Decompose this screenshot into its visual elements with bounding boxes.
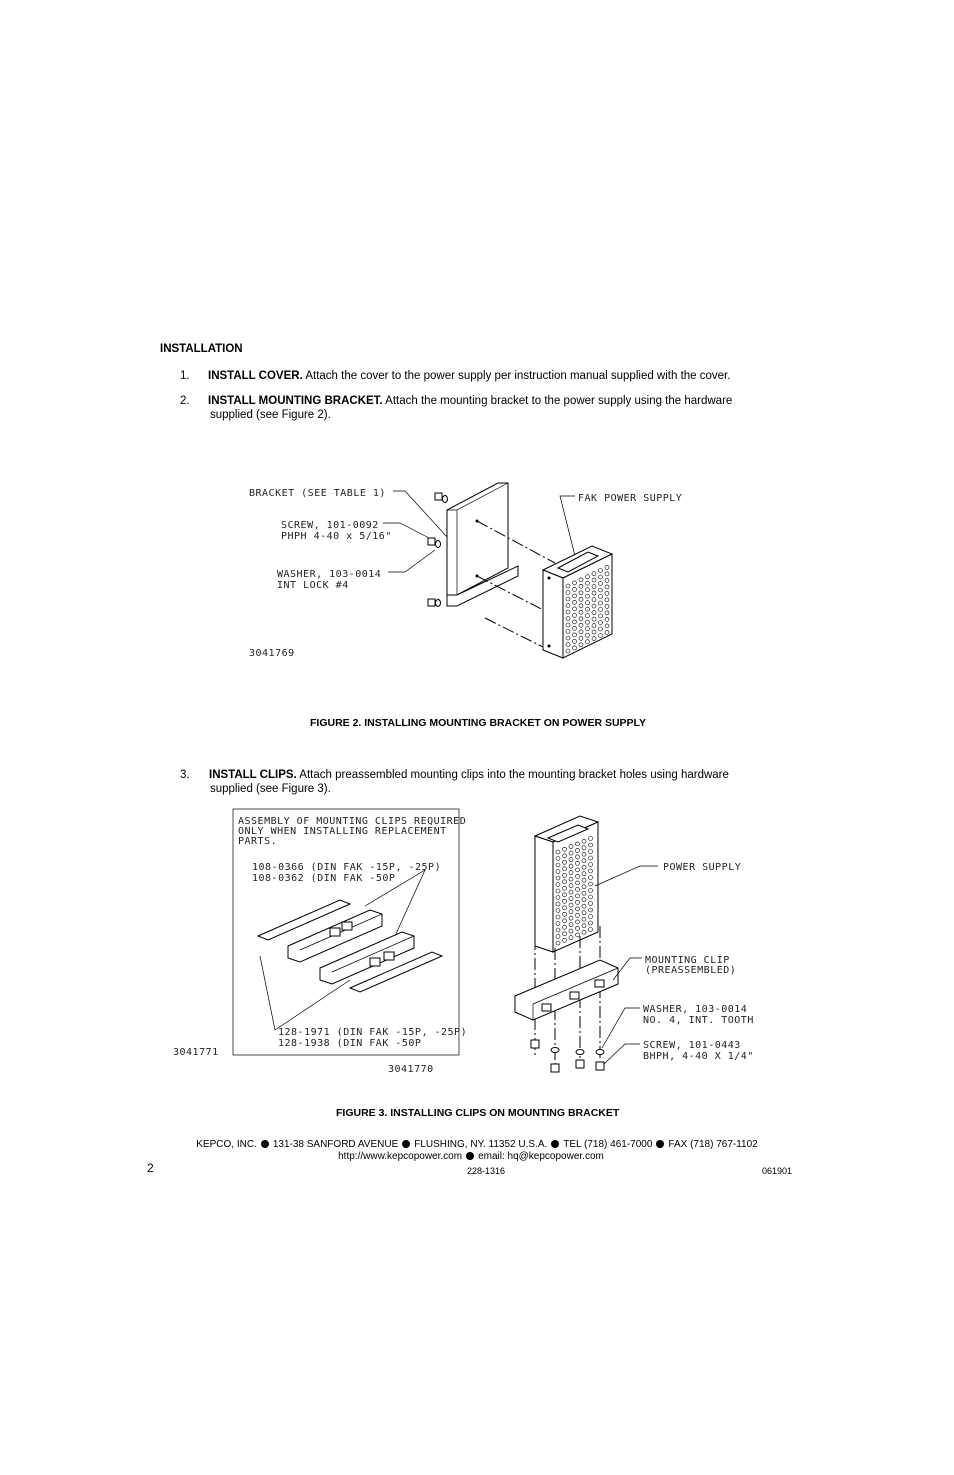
bullet-icon [402, 1140, 410, 1148]
step-1-text: Attach the cover to the power supply per instruction manual supplied with the cover. [302, 370, 731, 382]
fig2-label-washer-2: INT LOCK #4 [277, 580, 349, 591]
fig3-part-a2: 108-0362 (DIN FAK -50P [252, 873, 396, 884]
fig3-hardware [531, 1040, 604, 1072]
footer-web-link[interactable]: http://www.kepcopower.com [338, 1151, 463, 1162]
section-heading: INSTALLATION [160, 343, 243, 355]
fig2-leader-power-supply [560, 496, 576, 560]
fig2-label-power-supply: FAK POWER SUPPLY [578, 493, 683, 504]
fig3-note-1: ASSEMBLY OF MOUNTING CLIPS REQUIRED [238, 816, 467, 827]
fig3-leader-b-1 [260, 956, 275, 1030]
fig3-part-b2: 128-1938 (DIN FAK -50P [278, 1038, 422, 1049]
bullet-icon [551, 1140, 559, 1148]
fig3-leader-power-supply [595, 866, 658, 886]
step-1-number: 1. [180, 370, 190, 382]
step-3-continuation: supplied (see Figure 3). [210, 783, 331, 795]
fig3-leader-screw [604, 1044, 640, 1064]
fig3-note-3: PARTS. [238, 836, 278, 847]
fig2-label-bracket: BRACKET (SEE TABLE 1) [249, 488, 386, 499]
step-2-continuation: supplied (see Figure 2). [210, 409, 331, 421]
date-code: 061901 [762, 1166, 793, 1176]
step-2-text: Attach the mounting bracket to the power supply using the hardware [382, 395, 733, 407]
footer-company: KEPCO, INC. [196, 1139, 257, 1150]
fig2-label-screw-2: PHPH 4-40 x 5/16" [281, 531, 392, 542]
fig2-hardware [428, 493, 448, 607]
fig3-label-washer-1: WASHER, 103-0014 [643, 1004, 748, 1015]
step-2-title: INSTALL MOUNTING BRACKET. [208, 395, 383, 407]
fig3-label-screw-2: BHPH, 4-40 X 1/4" [643, 1051, 754, 1062]
footer-address: 131-38 SANFORD AVENUE [272, 1139, 399, 1150]
footer-fax: FAX (718) 767-1102 [668, 1139, 758, 1150]
document-number: 228-1316 [467, 1166, 506, 1176]
fig3-label-screw-1: SCREW, 101-0443 [643, 1040, 741, 1051]
footer-address-line [0, 1139, 954, 1150]
fig2-centerline-3 [485, 618, 545, 648]
fig3-label-clip-2: (PREASSEMBLED) [645, 965, 737, 976]
fig3-label-washer-2: NO. 4, INT. TOOTH [643, 1015, 754, 1026]
figure-3-caption: FIGURE 3. INSTALLING CLIPS ON MOUNTING BRACKET [336, 1107, 620, 1119]
fig3-part-a1: 108-0366 (DIN FAK -15P, -25P) [252, 862, 442, 873]
bullet-icon [656, 1140, 664, 1148]
fig2-bracket [447, 483, 518, 606]
fig2-leader-washer [388, 550, 435, 572]
bullet-icon [261, 1140, 269, 1148]
footer-email-link[interactable]: email: hq@kepcopower.com [478, 1151, 604, 1162]
figure-2-caption: FIGURE 2. INSTALLING MOUNTING BRACKET ON POWER SUPPLY [310, 717, 647, 729]
fig3-part-b1: 128-1971 (DIN FAK -15P, -25P) [278, 1027, 468, 1038]
fig2-drawing-number: 3041769 [249, 648, 295, 659]
fig3-leader-a-2 [395, 870, 425, 936]
fig3-mounting-clip [515, 960, 618, 1020]
step-2-number: 2. [180, 395, 190, 407]
step-3-number: 3. [180, 769, 190, 781]
fig2-label-screw-1: SCREW, 101-0092 [281, 520, 379, 531]
fig2-label-washer-1: WASHER, 103-0014 [277, 569, 382, 580]
step-3-title: INSTALL CLIPS. [209, 769, 297, 781]
fig3-inset-drawing-number: 3041771 [173, 1047, 219, 1058]
fig3-label-power-supply: POWER SUPPLY [663, 862, 742, 873]
fig3-leader-washer [602, 1008, 640, 1048]
fig3-power-supply [535, 816, 598, 952]
fig3-label-clip-1: MOUNTING CLIP [645, 955, 730, 966]
figure-3-drawing [170, 808, 770, 1080]
fig3-note-2: ONLY WHEN INSTALLING REPLACEMENT [238, 826, 447, 837]
fig2-power-supply [543, 546, 612, 658]
bullet-icon [466, 1152, 474, 1160]
step-3-text: Attach preassembled mounting clips into the mounting bracket holes using hardware [296, 769, 729, 781]
page-number: 2 [147, 1161, 154, 1175]
footer-contact-line [0, 1151, 942, 1162]
footer-tel: TEL (718) 461-7000 [563, 1139, 653, 1150]
step-1-title: INSTALL COVER. [208, 370, 303, 382]
figure-2-drawing [240, 478, 710, 678]
fig3-drawing-number: 3041770 [388, 1064, 434, 1075]
fig3-leader-b-2 [275, 980, 350, 1030]
footer-city: FLUSHING, NY. 11352 U.S.A. [414, 1139, 548, 1150]
